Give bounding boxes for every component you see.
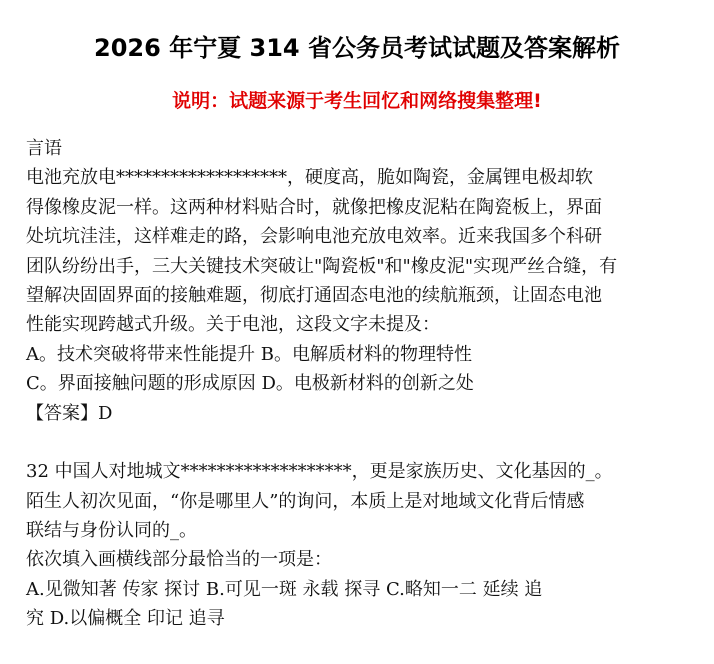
document-title: 2026 年宁夏 314 省公务员考试试题及答案解析: [94, 34, 620, 62]
question-1-answer: 【答案】D: [26, 402, 113, 424]
question-1-line: 团队纷纷出手，三大关键技术突破让"陶瓷板"和"橡皮泥"实现严丝合缝，有: [26, 255, 618, 277]
question-2-options-line-1: A.见微知著 传家 探讨 B.可见一斑 永载 探寻 C.略知一二 延续 追: [26, 578, 543, 600]
document-subtitle: 说明：试题来源于考生回忆和网络搜集整理!: [172, 90, 542, 112]
question-1-options-ab: A。技术突破将带来性能提升 B。电解质材料的物理特性: [26, 343, 472, 365]
question-1-line: 电池充放电*******************，硬度高，脆如陶瓷，金属锂电极却软: [26, 167, 593, 189]
question-1-line: 性能实现跨越式升级。关于电池，这段文字未提及：: [26, 314, 440, 336]
question-1-options-cd: C。界面接触问题的形成原因 D。电极新材料的创新之处: [26, 373, 474, 395]
paragraph-spacer: [26, 428, 692, 457]
question-1-line: 得像橡皮泥一样。这两种材料贴合时，就像把橡皮泥粘在陶瓷板上，界面: [26, 196, 602, 218]
question-2-line: 32 中国人对地城文*******************，更是家族历史、文化基因的_。: [26, 461, 613, 483]
document-body: [26, 134, 692, 634]
question-2-options-line-2: 究 D.以偏概全 印记 追寻: [26, 608, 225, 630]
question-2-line: 联结与身份认同的_。: [26, 520, 197, 542]
section-label: 言语: [26, 138, 62, 159]
question-1-line: 望解决固固界面的接触难题，彻底打通固态电池的续航瓶颈，让固态电池: [26, 284, 602, 306]
question-1-line: 处坑坑洼洼，这样难走的路，会影响电池充放电效率。近来我国多个科研: [26, 226, 602, 248]
question-2-line: 陌生人初次见面，“你是哪里人”的询问，本质上是对地域文化背后情感: [26, 490, 585, 512]
question-2-instruction: 依次填入画横线部分最恰当的一项是：: [26, 549, 332, 571]
